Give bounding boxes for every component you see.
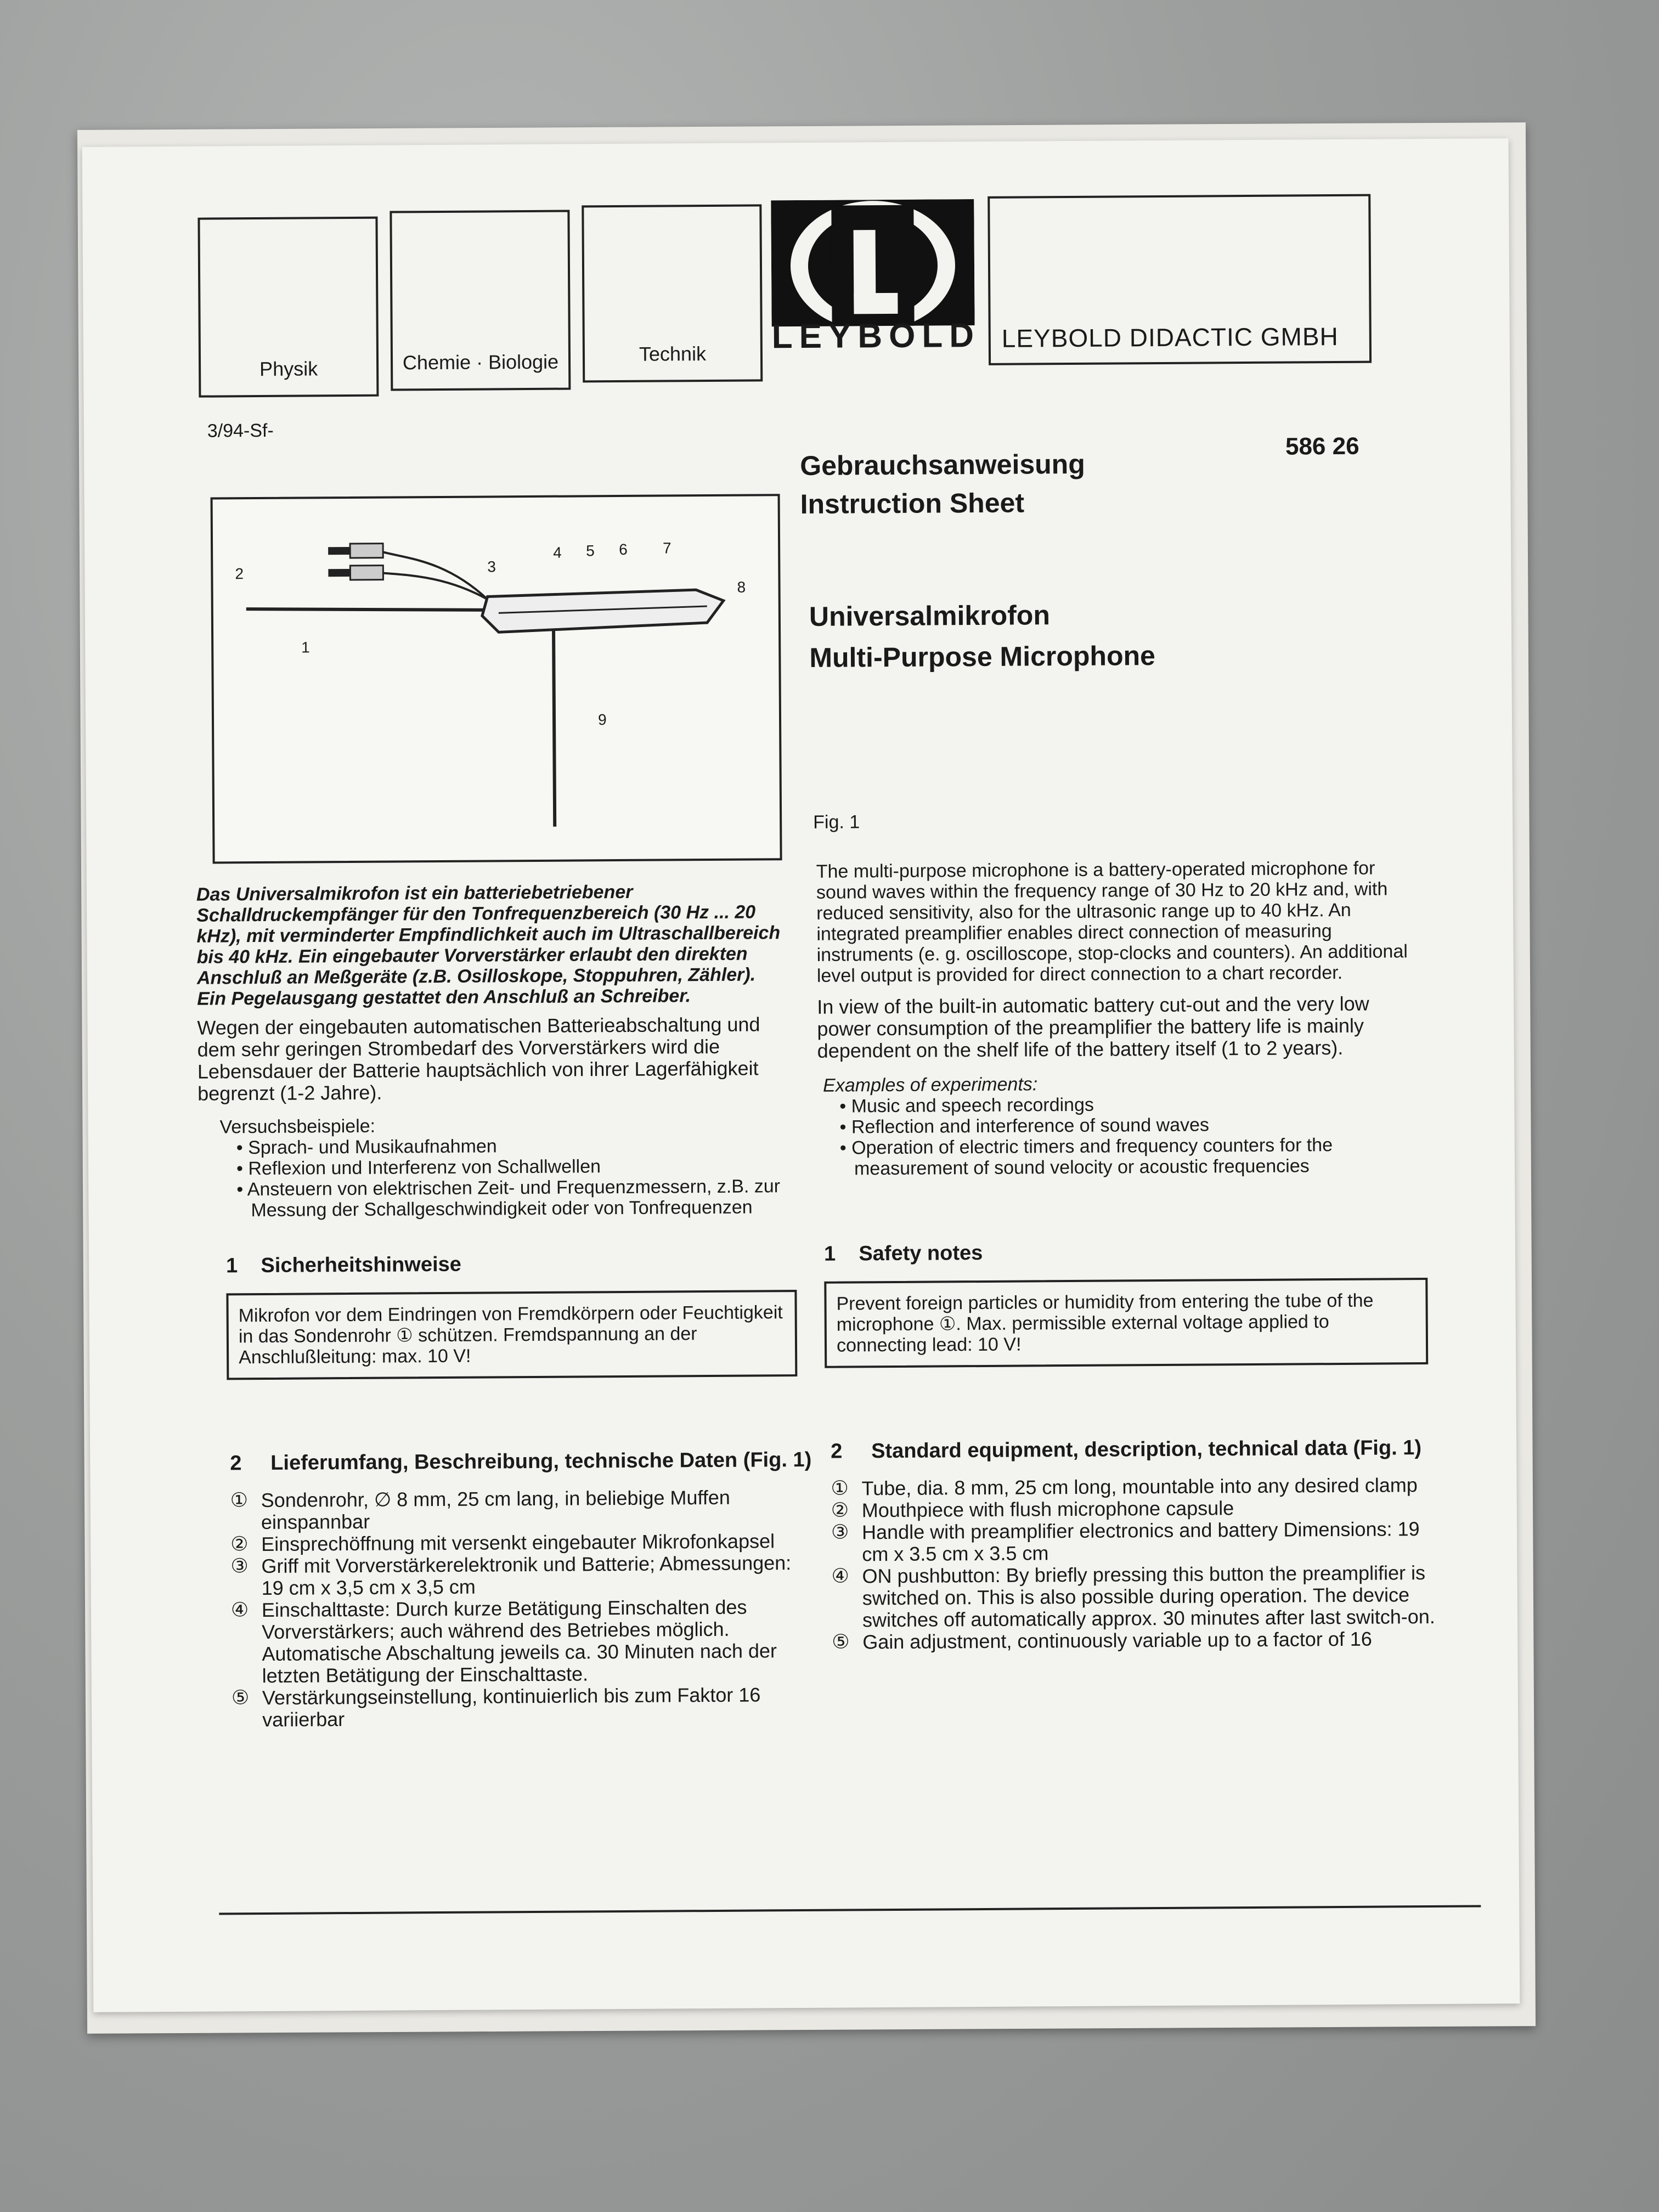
company-box <box>988 194 1372 365</box>
examples-list-en <box>817 1092 1427 1180</box>
list-item: • Ansteuern von elektrischen Zeit- und Frequenzmessern, z.B. zur Messung der Schallgeschwindigkeit oder von Tonfrequenzen <box>236 1176 781 1221</box>
product-name-en: Multi-Purpose Microphone <box>809 640 1156 673</box>
intro-de-paragraph-1: Das Universalmikrofon ist ein batteriebetriebener Schalldruckempfänger für den Tonfrequenzbereich (30 Hz ... 20 kHz), mit verminderter Empfindlichkeit auch im Ultraschallbereich bis 40 kHz. Ein eingebauter Vorverstärker erlaubt den direkten Anschluß an Meßgeräte (z.B. Osilloskope, Stoppuhren, Zähler). Ein Pegelausgang gestattet den Anschluß an Schreiber. <box>196 881 781 1009</box>
product-name-de: Universalmikrofon <box>809 600 1051 632</box>
callout-2: 2 <box>235 565 244 583</box>
safety-box-en: Prevent foreign particles or humidity from entering the tube of the microphone ①. Max. permissible external voltage applied to connecting lead: 10 V! <box>824 1278 1428 1368</box>
examples-title-de: Versuchsbeispiele: <box>219 1115 376 1138</box>
category-box-physik <box>198 217 379 398</box>
intro-de-paragraph-2: Wegen der eingebauten automatischen Batterieabschaltung und dem sehr geringen Strombedarf des Vorverstärkers wird die Lebensdauer der Batterie hauptsächlich von ihrer Lagerfähigkeit begrenzt (1-2 Jahre). <box>197 1013 760 1105</box>
callout-7: 7 <box>663 539 672 557</box>
section-heading: 1 Sicherheitshinweise <box>225 1252 461 1278</box>
doc-type-en: Instruction Sheet <box>800 487 1025 520</box>
list-item: ⑤ Verstärkungseinstellung, kontinuierlich bis zum Faktor 16 variierbar <box>231 1683 761 1731</box>
intro-en-paragraph-2: In view of the built-in automatic battery cut-out and the very low power consumption of the preamplifier the battery life is mainly dependent on the shelf life of the battery itself (1 to 2 years). <box>817 992 1369 1062</box>
list-item: • Reflection and interference of sound waves <box>839 1114 1210 1138</box>
section-heading: 2 Standard equipment, description, technical data (Fig. 1) <box>831 1436 1422 1463</box>
safety-box-de: Mikrofon vor dem Eindringen von Fremdkörpern oder Feuchtigkeit in das Sondenrohr ① schützen. Fremdspannung an der Anschlußleitung: max. 10 V! <box>226 1290 797 1380</box>
equipment-list-en <box>831 1474 1446 1654</box>
list-item: ② Mouthpiece with flush microphone capsule <box>831 1497 1234 1522</box>
doc-type-de: Gebrauchsanweisung <box>800 448 1085 481</box>
intro-en <box>816 857 1427 1180</box>
product-number: 586 26 <box>1285 432 1359 460</box>
figure-caption: Fig. 1 <box>813 811 860 833</box>
section-1-en <box>824 1239 1428 1368</box>
category-label: Chemie · Biologie <box>402 350 559 374</box>
callout-4: 4 <box>553 544 562 561</box>
instruction-sheet <box>82 138 1520 2012</box>
category-box-chemie-biologie <box>390 210 571 391</box>
section-heading: 2 Lieferumfang, Beschreibung, technische Daten (Fig. 1) <box>230 1448 812 1475</box>
intro-en-paragraph-1: The multi-purpose microphone is a battery-operated microphone for sound waves within the frequency range of 30 Hz to 20 kHz and, with reduced sensitivity, also for the ultrasonic range up to 40 kHz. An integrated preamplifier enables direct connection of measuring instruments (e. g. oscilloscope, stop-clocks and counters). An additional level output is provided for direct connection to a chart recorder. <box>816 857 1408 986</box>
category-box-technik <box>582 204 763 382</box>
list-item: • Sprach- und Musikaufnahmen <box>236 1136 497 1159</box>
callout-1: 1 <box>301 639 310 656</box>
list-item: ① Tube, dia. 8 mm, 25 cm long, mountable into any desired clamp <box>831 1474 1418 1500</box>
list-item: ③ Handle with preamplifier electronics and battery Dimensions: 19 cm x 3.5 cm x 3.5 cm <box>831 1517 1420 1566</box>
date-code: 3/94-Sf- <box>207 420 274 442</box>
category-label: Physik <box>259 357 318 381</box>
list-item: ⑤ Gain adjustment, continuously variable up to a factor of 16 <box>832 1627 1372 1654</box>
figure-1-microphone-drawing <box>211 494 782 864</box>
footer-divider <box>219 1905 1481 1915</box>
company-name: LEYBOLD DIDACTIC GMBH <box>1001 321 1339 353</box>
equipment-list-de <box>230 1486 814 1731</box>
list-item: ① Sondenrohr, ∅ 8 mm, 25 cm lang, in beliebige Muffen einspannbar <box>230 1486 731 1534</box>
callout-6: 6 <box>619 540 628 558</box>
callout-8: 8 <box>737 578 746 596</box>
section-2-en <box>831 1436 1446 1654</box>
list-item: • Music and speech recordings <box>839 1094 1094 1117</box>
callout-3: 3 <box>487 558 496 575</box>
category-label: Technik <box>639 342 707 365</box>
list-item: ② Einsprechöffnung mit versenkt eingebauter Mikrofonkapsel <box>230 1530 775 1556</box>
callout-9: 9 <box>597 711 607 729</box>
section-1-de <box>226 1251 797 1380</box>
intro-de <box>196 881 786 1221</box>
section-heading: 1 Safety notes <box>823 1241 983 1266</box>
examples-list-de <box>198 1134 786 1221</box>
list-item: ③ Griff mit Vorverstärkerelektronik und Batterie; Abmessungen: 19 cm x 3,5 cm x 3,5 cm <box>230 1551 792 1600</box>
examples-title-en: Examples of experiments: <box>822 1074 1038 1096</box>
section-2-de <box>230 1448 813 1731</box>
microphone-drawing <box>213 496 780 861</box>
list-item: • Operation of electric timers and frequency counters for the measurement of sound velocity or acoustic frequencies <box>839 1135 1333 1180</box>
callout-5: 5 <box>586 542 595 560</box>
list-item: • Reflexion und Interferenz von Schallwellen <box>236 1156 601 1180</box>
list-item: ④ Einschalttaste: Durch kurze Betätigung Einschalten des Vorverstärkers; auch während des Betriebes möglich. Automatische Abschaltung jeweils ca. 30 Minuten nach der letzten Betätigung der Einschalttaste. <box>230 1595 777 1688</box>
list-item: ④ ON pushbutton: By briefly pressing this button the preamplifier is switched on. This is also possible during operation. The device switches off automatically approx. 30 minutes after last switch-on. <box>831 1561 1435 1632</box>
logo-wordmark: LEYBOLD <box>771 316 981 356</box>
